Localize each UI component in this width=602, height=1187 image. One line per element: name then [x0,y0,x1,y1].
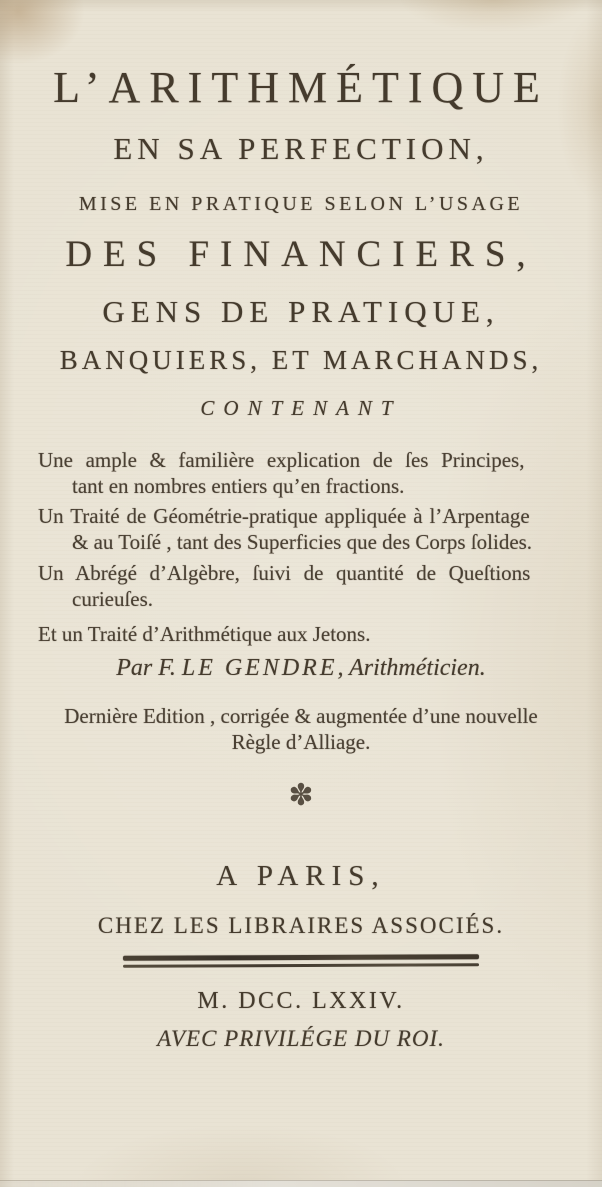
contents-item-line: Un Traité de Géométrie-pratique appliquée à l’Arpentage [38,504,530,528]
contents-item-line: Et un Traité d’Arithmétique aux Jetons. [38,622,371,646]
imprint-city: A PARIS, [216,860,386,892]
imprint-publisher: CHEZ LES LIBRAIRES ASSOCIÉS. [97,913,505,938]
page-bottom-edge [0,1180,602,1187]
contents-item-jetons [0,621,602,647]
main-title: L’ARITHMÉTIQUE [53,63,549,112]
byline-prefix: Par F. [116,655,182,681]
contents-item-line: & au Toiſé , tant des Superficies que des Corps ſolides. [72,530,533,554]
contents-item-line: Une ample & familière explication de ſes Principes, [38,448,525,472]
contents-item-geometry [0,503,602,555]
contents-item-line: Un Abrégé d’Algèbre, ſuivi de quantité de Queſtions [38,561,531,585]
contents-item-principles [0,447,602,499]
contents-heading: CONTENANT [200,396,402,420]
rule-thick-bar [123,954,479,961]
contents-item-algebra [0,560,602,612]
author-name: LE GENDRE [181,655,338,681]
subtitle-usage: MISE EN PRATIQUE SELON L’USAGE [78,193,524,215]
byline-suffix: , Arithméticien. [337,655,486,681]
edition-line: Dernière Edition , corrigée & augmentée d’une nouvelle [64,704,538,728]
edition-statement [0,703,602,755]
subtitle-financiers: DES FINANCIERS, [65,234,537,275]
rule-thin-bar [123,963,479,967]
contents-item-line: curieuſes. [72,587,154,611]
edition-line: Règle d’Alliage. [231,730,371,754]
imprint-privilege: AVEC PRIVILÉGE DU ROI. [157,1026,445,1051]
subtitle-gens-de-pratique: GENS DE PRATIQUE, [102,294,500,329]
contents-item-line: tant en nombres entiers qu’en fractions. [72,474,405,498]
author-byline [0,655,602,682]
double-rule-divider [123,954,479,967]
subtitle-perfection: EN SA PERFECTION, [113,131,489,166]
subtitle-banquiers-marchands: BANQUIERS, ET MARCHANDS, [59,345,543,375]
imprint-date-roman: M. DCC. LXXIV. [197,988,405,1014]
fleuron-ornament-icon: ✽ [288,778,314,813]
